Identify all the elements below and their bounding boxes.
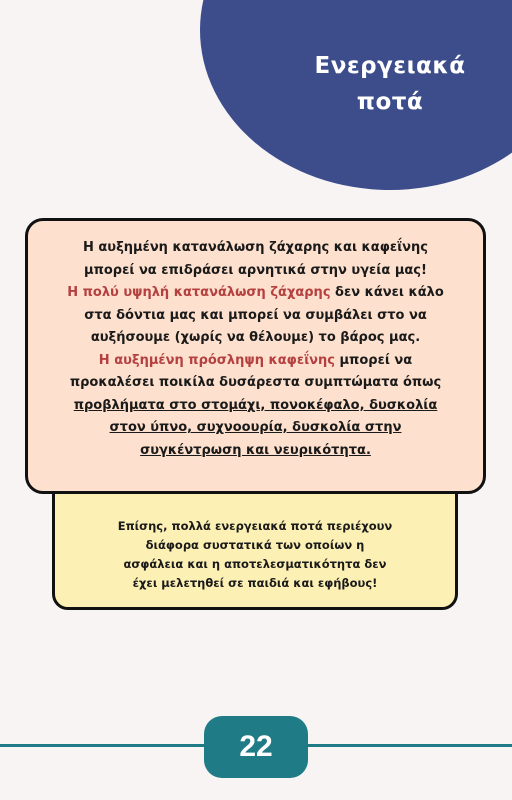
info-line: Η αυξημένη κατανάλωση ζάχαρης και καφεΐνης	[82, 240, 429, 255]
symptoms-underlined: προβλήματα στο στομάχι, πονοκέφαλο, δυσκολία	[73, 397, 438, 413]
note-card-text	[55, 517, 455, 593]
info-line: αυξήσουμε (χωρίς να θέλουμε) το βάρος μας.	[90, 330, 421, 345]
info-line: στα δόντια μας και μπορεί να συμβάλει στο να	[84, 307, 427, 323]
info-line	[28, 440, 483, 463]
note-line: διάφορα συστατικά των οποίων η	[145, 538, 365, 552]
info-line-rest: μπορεί να	[334, 352, 413, 368]
info-line: μπορεί να επιδράσει αρνητικά στην υγεία μας!	[84, 262, 427, 278]
caffeine-highlight: Η αυξημένη πρόσληψη καφεΐνης	[98, 352, 335, 368]
main-info-text	[28, 237, 483, 462]
info-line	[28, 417, 483, 440]
page-number-badge: 22	[204, 716, 308, 778]
symptoms-underlined: συγκέντρωση και νευρικότητα.	[140, 442, 371, 458]
main-info-card	[25, 218, 486, 494]
symptoms-underlined: στον ύπνο, συχνοουρία, δυσκολία στην	[109, 420, 402, 435]
note-line: έχει μελετηθεί σε παιδιά και εφήβους!	[132, 576, 378, 590]
page-title-line1: Ενεργειακά	[314, 53, 466, 79]
sugar-highlight: Η πολύ υψηλή κατανάλωση ζάχαρης	[67, 285, 331, 300]
info-line: προκαλέσει ποικίλα δυσάρεστα συμπτώματα όπως	[69, 375, 442, 390]
info-line-rest: δεν κάνει κάλο	[330, 285, 444, 300]
info-line	[28, 282, 483, 305]
page-title-line2: ποτά	[356, 89, 424, 115]
info-line	[28, 395, 483, 418]
note-line: ασφάλεια και η αποτελεσματικότητα δεν	[123, 557, 387, 571]
note-line: Επίσης, πολλά ενεργειακά ποτά περιέχουν	[117, 519, 393, 533]
page-title	[280, 48, 500, 120]
info-line	[28, 350, 483, 373]
